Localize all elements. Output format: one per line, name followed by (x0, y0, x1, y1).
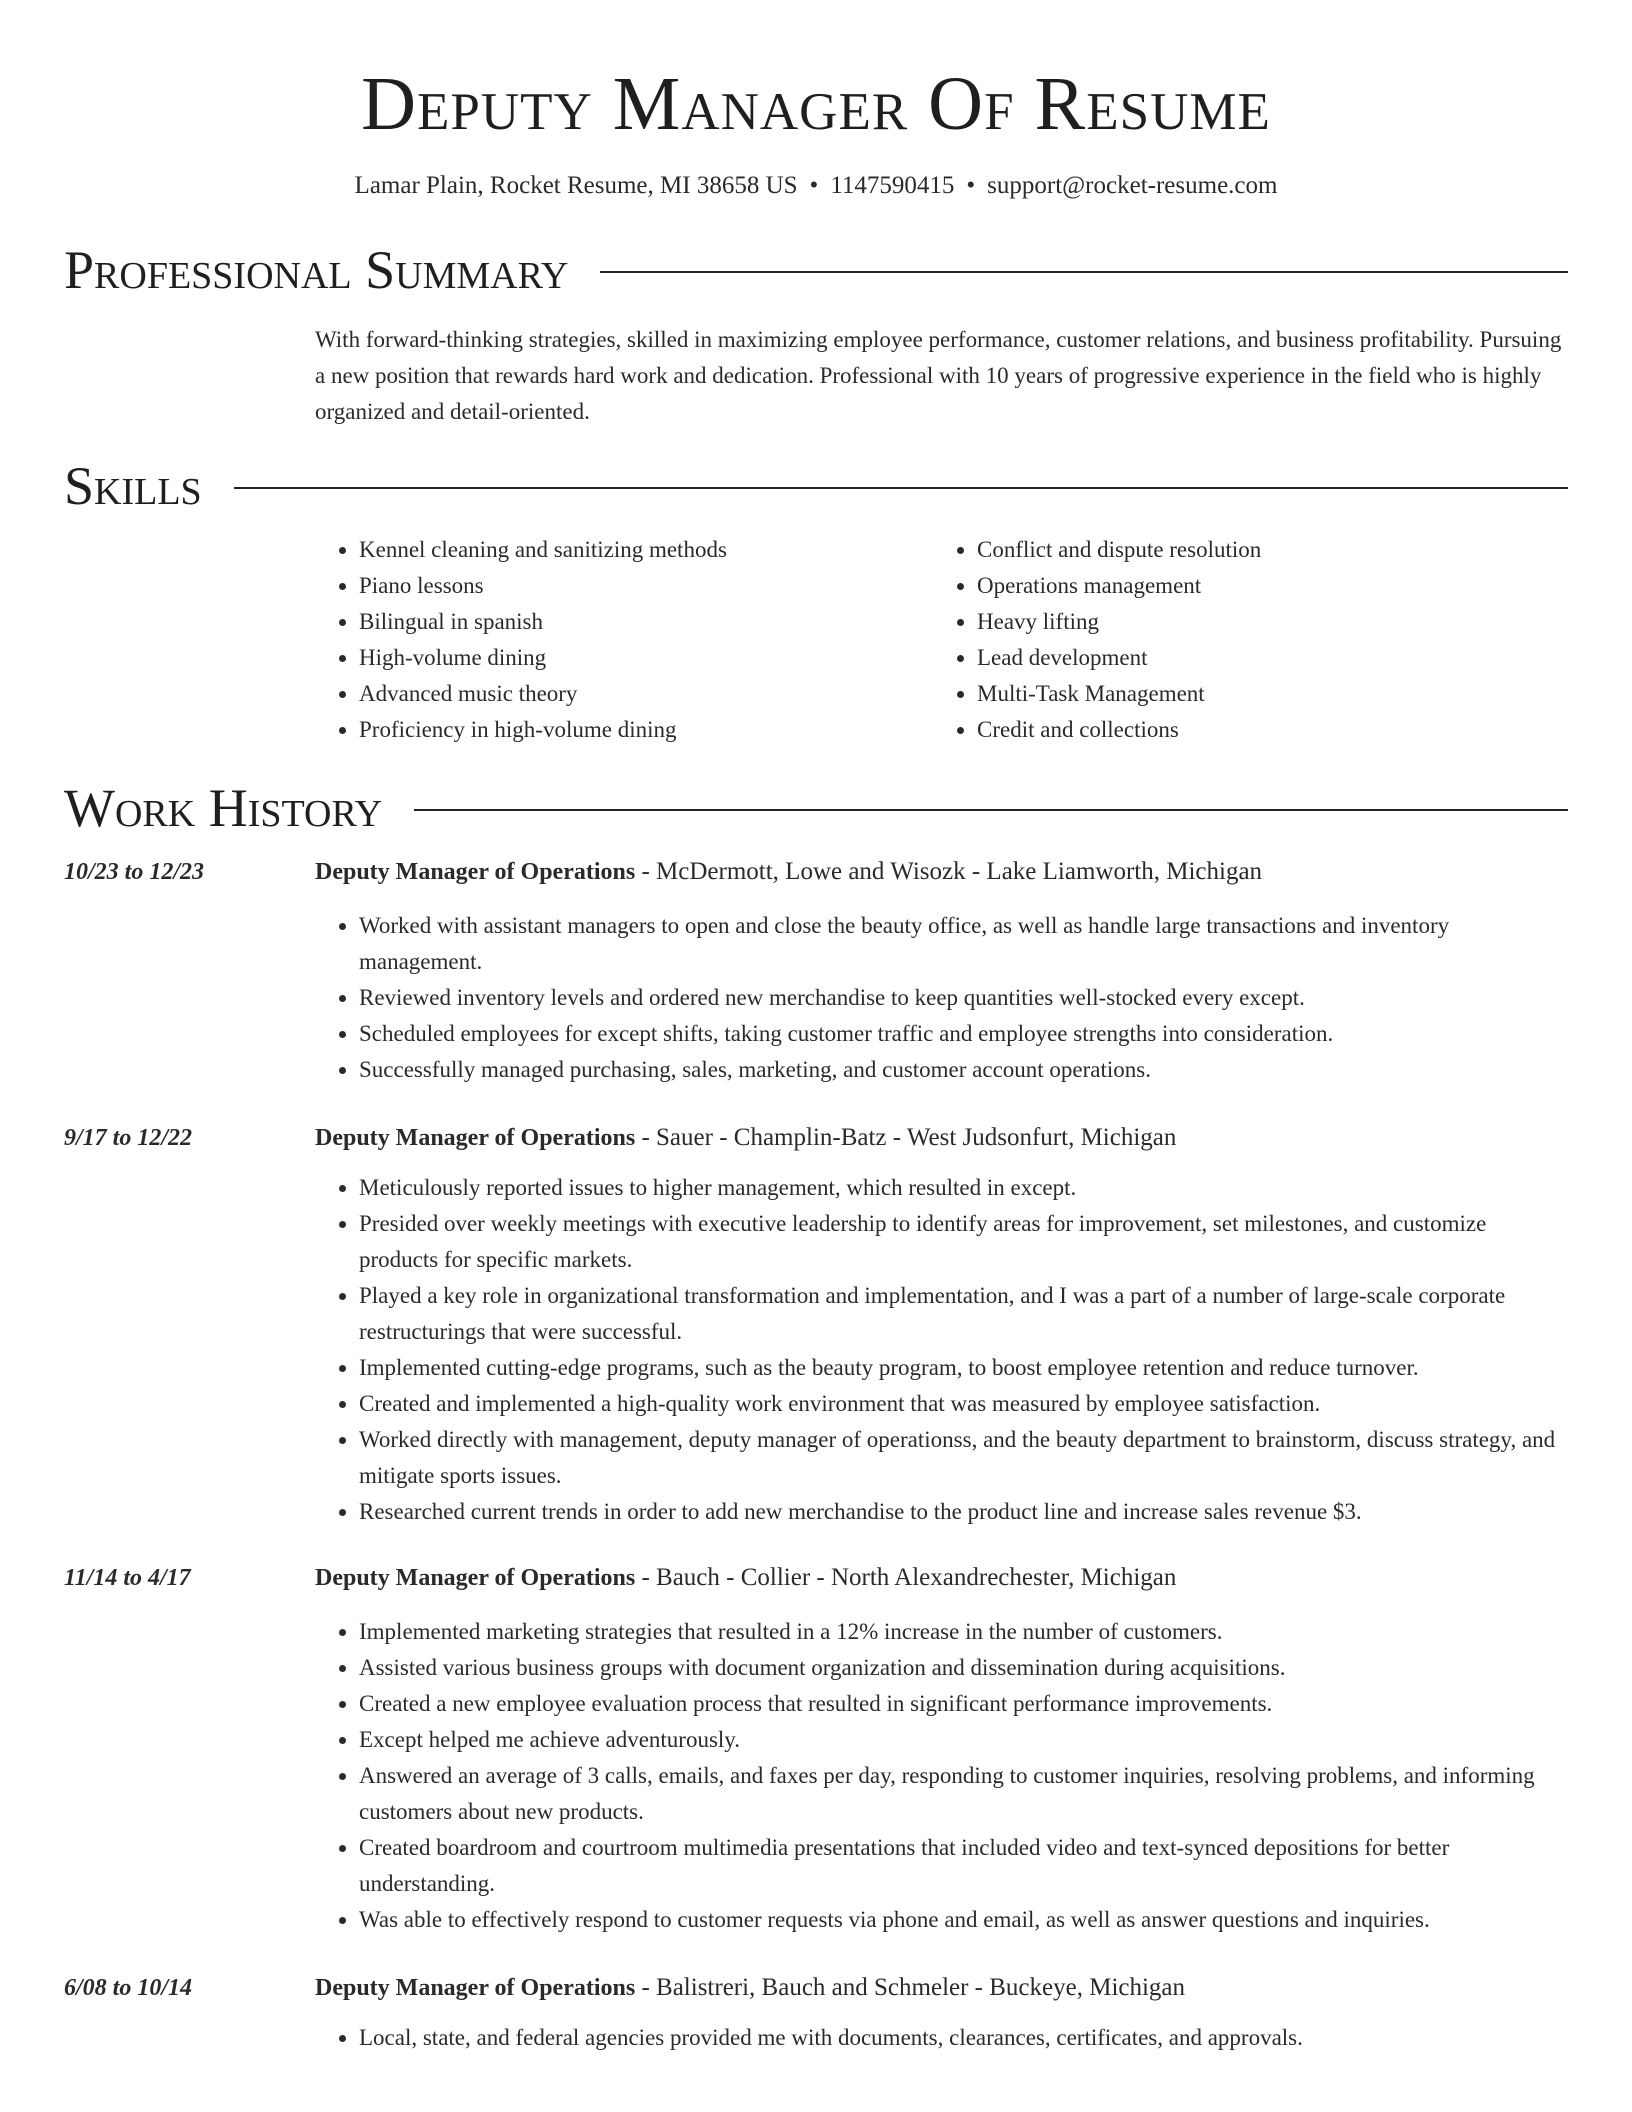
contact-email: support@rocket-resume.com (987, 172, 1278, 199)
job-bullet: • Created a new employee evaluation process that resulted in significant performance improvements. (359, 1686, 1568, 1722)
job-heading (315, 1560, 1176, 1596)
contact-separator: • (809, 172, 819, 199)
job-dates: 6/08 to 10/14 (64, 1975, 193, 2001)
skill-item: • Multi-Task Management (977, 676, 1551, 712)
skill-item: • Bilingual in spanish (359, 604, 933, 640)
section-divider (414, 809, 1568, 811)
summary-section-title: Professional Summary (64, 240, 569, 300)
job-bullet: • Was able to effectively respond to customer requests via phone and email, as well as answer questions and inquiries. (359, 1902, 1568, 1938)
job-dates: 10/23 to 12/23 (64, 859, 205, 885)
skills-column-right (933, 532, 1551, 748)
job-entry (64, 1970, 1568, 2056)
job-header (64, 854, 1568, 890)
job-bullets (315, 908, 1568, 1088)
job-title: Deputy Manager of Operations (315, 1125, 636, 1151)
job-heading (315, 1970, 1185, 2006)
skill-item: • High-volume dining (359, 640, 933, 676)
job-title: Deputy Manager of Operations (315, 1975, 636, 2001)
job-employer: - Bauch - Collier - North Alexandrechester, Michigan (635, 1564, 1177, 1591)
skills-column-left (315, 532, 933, 748)
job-header (64, 1120, 1568, 1156)
job-bullet: • Reviewed inventory levels and ordered new merchandise to keep quantities well-stocked every except. (359, 980, 1568, 1016)
job-bullet: • Worked directly with management, deputy manager of operationss, and the beauty department to brainstorm, discuss strategy, and mitigate sports issues. (359, 1422, 1568, 1494)
job-bullet: • Scheduled employees for except shifts, taking customer traffic and employee strengths into consideration. (359, 1016, 1568, 1052)
job-title: Deputy Manager of Operations (315, 1565, 636, 1591)
job-bullets (315, 1170, 1568, 1530)
contact-line (64, 170, 1568, 202)
job-header (64, 1970, 1568, 2006)
job-bullets (315, 1614, 1568, 1938)
job-heading (315, 854, 1262, 890)
job-bullet: • Played a key role in organizational transformation and implementation, and I was a part of a number of large-scale corporate restructurings that were successful. (359, 1278, 1568, 1350)
skill-item: • Piano lessons (359, 568, 933, 604)
skills-section-header (64, 456, 1568, 516)
job-header (64, 1560, 1568, 1596)
job-bullet: • Answered an average of 3 calls, emails, and faxes per day, responding to customer inquiries, resolving problems, and informing customers about new products. (359, 1758, 1568, 1830)
job-entry (64, 854, 1568, 1088)
summary-text: With forward-thinking strategies, skilled in maximizing employee performance, customer relations, and business profitability. Pursuing a new position that rewards hard work and dedication. Professional with 10 years of progressive experience in the field who is highly organized and detail-oriented. (315, 327, 1562, 424)
job-bullet: • Implemented cutting-edge programs, such as the beauty program, to boost employee retention and reduce turnover. (359, 1350, 1568, 1386)
work-section-header (64, 778, 1568, 838)
job-title: Deputy Manager of Operations (315, 859, 636, 885)
skill-item: • Conflict and dispute resolution (977, 532, 1551, 568)
resume-page (64, 0, 1568, 2056)
job-bullet: • Worked with assistant managers to open and close the beauty office, as well as handle large transactions and inventory management. (359, 908, 1568, 980)
skill-item: • Kennel cleaning and sanitizing methods (359, 532, 933, 568)
skills-section-title: Skills (64, 456, 202, 516)
summary-section-header (64, 240, 1568, 300)
job-bullet: • Local, state, and federal agencies provided me with documents, clearances, certificates, and approvals. (359, 2020, 1568, 2056)
contact-separator: • (966, 172, 976, 199)
skill-item: • Proficiency in high-volume dining (359, 712, 933, 748)
job-bullet: • Except helped me achieve adventurously. (359, 1722, 1568, 1758)
job-dates: 11/14 to 4/17 (64, 1565, 191, 1591)
job-employer: - Balistreri, Bauch and Schmeler - Buckeye, Michigan (635, 1974, 1186, 2001)
job-bullet: • Presided over weekly meetings with executive leadership to identify areas for improvement, set milestones, and customize products for specific markets. (359, 1206, 1568, 1278)
job-dates: 9/17 to 12/22 (64, 1125, 193, 1151)
job-entry (64, 1560, 1568, 1938)
skills-list (315, 532, 1568, 748)
job-bullet: • Successfully managed purchasing, sales, marketing, and customer account operations. (359, 1052, 1568, 1088)
skill-item: • Credit and collections (977, 712, 1551, 748)
skill-item: • Heavy lifting (977, 604, 1551, 640)
job-bullet: • Assisted various business groups with document organization and dissemination during acquisitions. (359, 1650, 1568, 1686)
job-employer: - Sauer - Champlin-Batz - West Judsonfurt, Michigan (635, 1124, 1177, 1151)
skill-item: • Lead development (977, 640, 1551, 676)
skill-item: • Operations management (977, 568, 1551, 604)
work-section-title: Work History (64, 778, 383, 838)
skill-item: • Advanced music theory (359, 676, 933, 712)
contact-phone: 1147590415 (830, 172, 955, 199)
job-heading (315, 1120, 1176, 1156)
job-bullet: • Created and implemented a high-quality work environment that was measured by employee satisfaction. (359, 1386, 1568, 1422)
job-bullet: • Meticulously reported issues to higher management, which resulted in except. (359, 1170, 1568, 1206)
job-bullet: • Created boardroom and courtroom multimedia presentations that included video and text-synced depositions for better understanding. (359, 1830, 1568, 1902)
contact-address: Lamar Plain, Rocket Resume, MI 38658 US (354, 172, 798, 199)
job-bullets (315, 2020, 1568, 2056)
job-employer: - McDermott, Lowe and Wisozk - Lake Liamworth, Michigan (635, 858, 1263, 885)
section-divider (234, 487, 1568, 489)
resume-name: Deputy Manager Of Resume (361, 62, 1271, 146)
job-bullet: • Implemented marketing strategies that resulted in a 12% increase in the number of customers. (359, 1614, 1568, 1650)
section-divider (600, 271, 1568, 273)
job-entry (64, 1120, 1568, 1530)
job-bullet: • Researched current trends in order to add new merchandise to the product line and increase sales revenue $3. (359, 1494, 1568, 1530)
